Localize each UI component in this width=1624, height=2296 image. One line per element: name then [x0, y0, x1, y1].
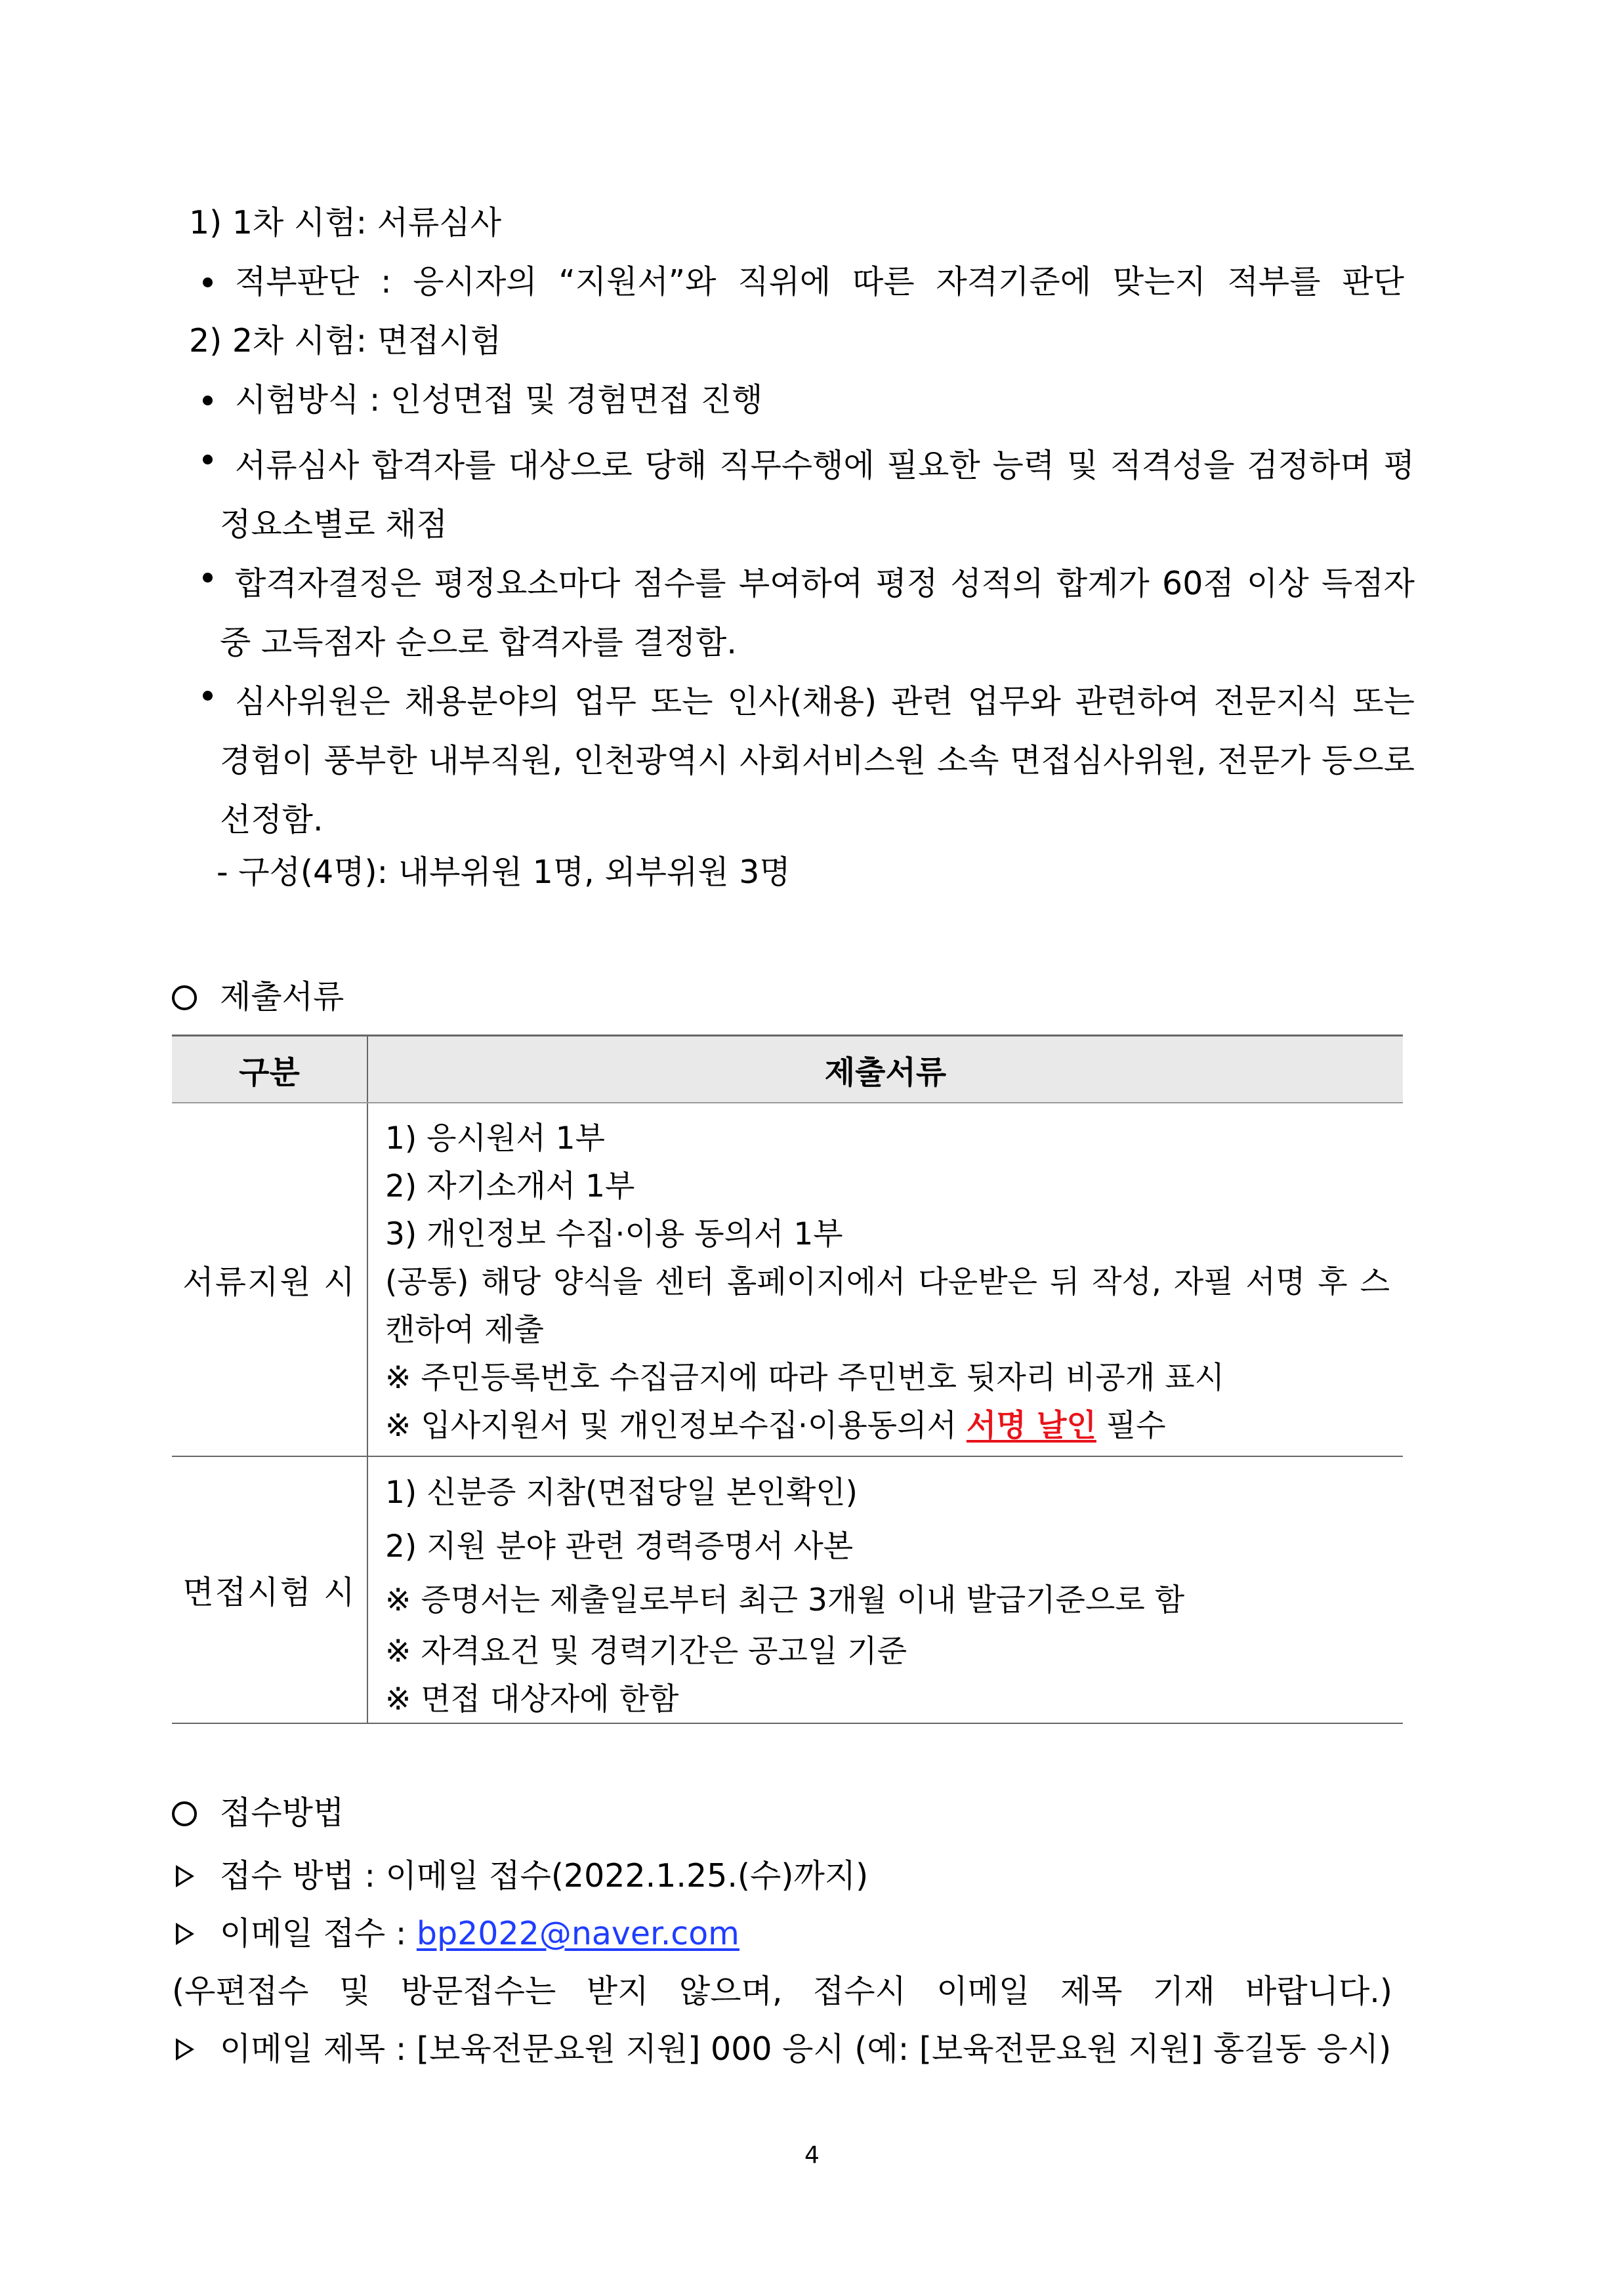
- signature-highlight: 서명 날인: [966, 1408, 1096, 1444]
- list-item: ※ 증명서는 제출일로부터 최근 3개월 이내 발급기준으로 함: [385, 1582, 1185, 1618]
- documents-table: [172, 1035, 1403, 1724]
- bullet-icon: [203, 396, 213, 405]
- exam-method-bullet: 시험방식 : 인성면접 및 경험면접 진행: [235, 381, 763, 419]
- first-exam-bullet: 적부판단 : 응시자의 “지원서”와 직위에 따른 자격기준에 맞는지 적부를 판단: [235, 263, 1404, 300]
- list-item: 2) 지원 분야 관련 경력증명서 사본: [385, 1528, 854, 1565]
- screening-bullet: 서류심사 합격자를 대상으로 당해 직무수행에 필요한 능력 및 적격성을 검정하며 평정요소별로 채점: [220, 447, 1415, 543]
- email-line: [220, 1911, 739, 1957]
- list-item: ※ 면접 대상자에 한함: [385, 1681, 679, 1717]
- list-item: 1) 응시원서 1부: [385, 1120, 606, 1157]
- bullet-icon: [203, 573, 213, 583]
- list-item: 3) 개인정보 수집·이용 동의서 1부: [385, 1216, 843, 1252]
- application-section-title: 접수방법: [220, 1794, 344, 1832]
- triangle-icon: [176, 2038, 194, 2060]
- list-item: 2) 자기소개서 1부: [385, 1168, 635, 1204]
- bullet-icon: [203, 691, 213, 701]
- list-item: ※ 주민등록번호 수집금지에 따라 주민번호 뒷자리 비공개 표시: [385, 1360, 1225, 1396]
- triangle-icon: [176, 1865, 194, 1887]
- header-category: 구분: [172, 1036, 368, 1102]
- email-label: 이메일 접수 :: [220, 1915, 417, 1952]
- email-link[interactable]: bp2022@naver.com: [416, 1915, 739, 1952]
- row-items: [368, 1103, 1403, 1456]
- pass-decision-bullet: 합격자결정은 평정요소마다 점수를 부여하여 평정 성적의 합계가 60점 이상 득점자 중 고득점자 순으로 합격자를 결정함.: [220, 565, 1415, 661]
- email-subject: 이메일 제목 : [보육전문요원 지원] 000 응시 (예: [보육전문요원 지원] 홍길동 응시): [220, 2030, 1392, 2068]
- list-item: [385, 1402, 1390, 1450]
- page-number: 4: [804, 2142, 820, 2169]
- list-item: 1) 신분증 지참(면접당일 본인확인): [385, 1475, 858, 1511]
- bullet-icon: [203, 277, 213, 287]
- row-items: [368, 1457, 1403, 1723]
- reviewer-bullet: 심사위원은 채용분야의 업무 또는 인사(채용) 관련 업무와 관련하여 전문지식 또는 경험이 풍부한 내부직원, 인천광역시 사회서비스원 소속 면접심사위원, 전문가 등으로 선정함.: [220, 683, 1415, 838]
- table-row: [172, 1103, 1403, 1457]
- list-item: ※ 자격요건 및 경력기간은 공고일 기준: [385, 1633, 907, 1670]
- row-category: 서류지원 시: [172, 1103, 368, 1456]
- signature-note-prefix: ※ 입사지원서 및 개인정보수집·이용동의서: [385, 1408, 967, 1444]
- table-header: [172, 1035, 1403, 1103]
- triangle-icon: [176, 1923, 194, 1945]
- documents-section-title: 제출서류: [220, 978, 344, 1015]
- application-note: (우편접수 및 방문접수는 받지 않으며, 접수시 이메일 제목 기재 바랍니다.): [172, 1973, 1392, 2010]
- application-method: 접수 방법 : 이메일 접수(2022.1.25.(수)까지): [220, 1857, 869, 1895]
- table-row: [172, 1457, 1403, 1724]
- first-exam-title: 1) 1차 시험: 서류심사: [189, 204, 502, 241]
- composition-note: - 구성(4명): 내부위원 1명, 외부위원 3명: [217, 853, 791, 891]
- second-exam-title: 2) 2차 시험: 면접시험: [189, 322, 502, 359]
- list-item: (공통) 해당 양식을 센터 홈페이지에서 다운받은 뒤 작성, 자필 서명 후 스캔하여 제출: [385, 1264, 1390, 1348]
- bullet-icon: [203, 455, 213, 464]
- row-category: 면접시험 시: [172, 1457, 368, 1723]
- header-docs: 제출서류: [824, 1054, 947, 1091]
- circle-icon: [172, 1801, 197, 1826]
- circle-icon: [172, 985, 197, 1010]
- signature-note-suffix: 필수: [1096, 1408, 1166, 1444]
